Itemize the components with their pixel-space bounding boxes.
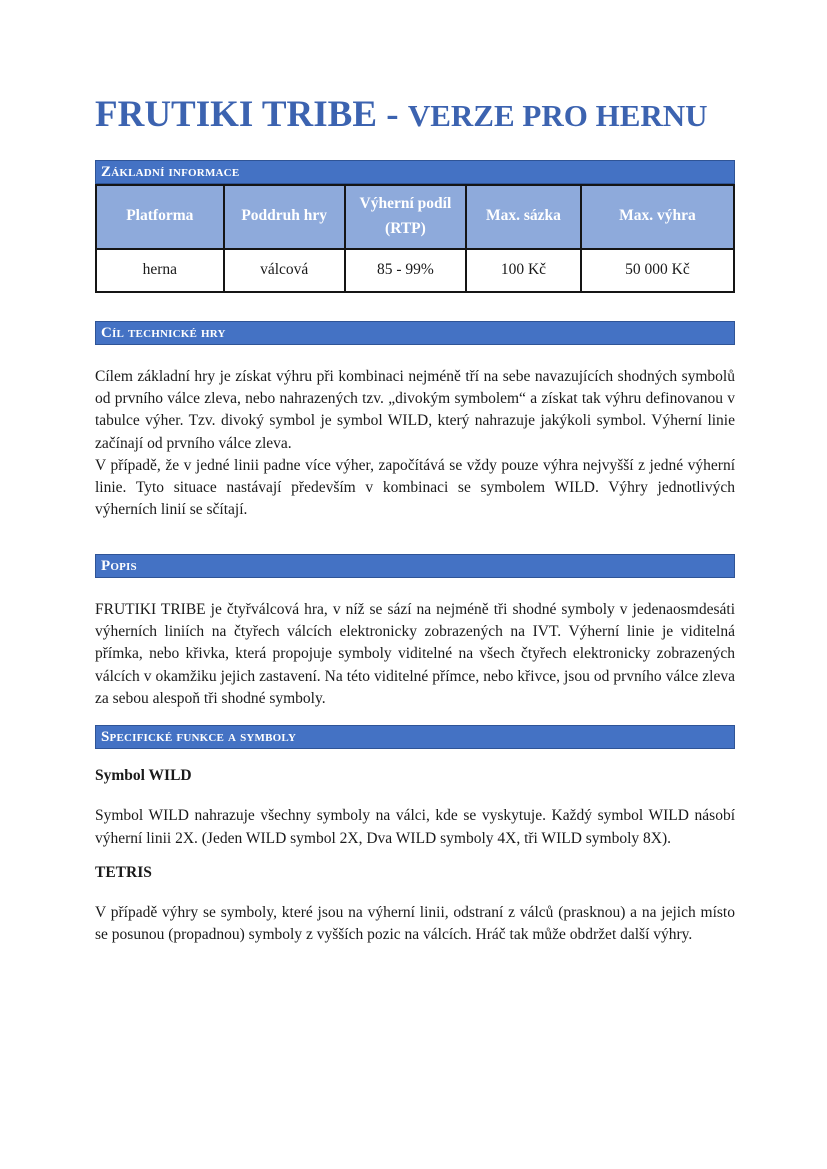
wild-paragraph: Symbol WILD nahrazuje všechny symboly na válci, kde se vyskytuje. Každý symbol WILD násobí výherní linii 2X. (Jeden WILD symbol 2X, Dva WILD symboly 4X, tři WILD symboly 8X). [95, 807, 735, 847]
cell-max-sazka: 100 Kč [466, 249, 581, 292]
table-header-row [96, 185, 734, 249]
goal-paragraph-1: Cílem základní hry je získat výhru při kombinaci nejméně tří na sebe navazujících shodných symbolů od prvního válce zleva, nebo nahrazených tzv. „divokým symbolem“ a získat tak výhru definovanou v tabulce výher. Tzv. divoký symbol je symbol WILD, který nahrazuje jakýkoli symbol. Výherní linie začínají od prvního válce zleva. [95, 367, 735, 452]
section-header-goal: Cíl technické hry [95, 321, 735, 345]
cell-max-vyhra: 50 000 Kč [581, 249, 734, 292]
section-header-features: Specifické funkce a symboly [95, 725, 735, 749]
cell-platforma: herna [96, 249, 224, 292]
column-header-max-sazka: Max. sázka [466, 185, 581, 249]
page-title-subtitle: VERZE PRO HERNU [407, 98, 708, 133]
page-title-main: FRUTIKI TRIBE - [95, 94, 408, 135]
column-header-vyherni-podil: Výherní podíl (RTP) [345, 185, 466, 249]
cell-poddruh-hry: válcová [224, 249, 345, 292]
column-header-platforma: Platforma [96, 185, 224, 249]
column-header-poddruh-hry: Poddruh hry [224, 185, 345, 249]
subheading-symbol-wild: Symbol WILD [95, 767, 192, 785]
goal-paragraph-2: V případě, že v jedné linii padne více výher, započítává se vždy pouze výhra nejvyšší z jedné výherní linie. Tyto situace nastávají především v kombinaci se symbolem WILD. Výhry jednotlivých výherních linií se sčítají. [95, 456, 735, 519]
description-paragraphs [95, 599, 735, 710]
section-header-basic-info: Základní informace [95, 160, 735, 184]
column-header-max-vyhra: Max. výhra [581, 185, 734, 249]
table-row [96, 249, 734, 292]
goal-paragraphs [95, 366, 735, 522]
section-header-description: Popis [95, 554, 735, 578]
cell-vyherni-podil: 85 - 99% [345, 249, 466, 292]
basic-info-table [95, 184, 735, 293]
tetris-paragraph-block [95, 902, 735, 947]
page-title [95, 95, 735, 136]
description-paragraph-1: FRUTIKI TRIBE je čtyřválcová hra, v níž se sází na nejméně tři shodné symboly v jedenaosmdesáti výherních liniích na čtyřech válcích elektronicky zobrazených na IVT. Výherní linie je viditelná přímka, nebo křivka, která propojuje symboly viditelné na všech čtyřech elektronicky zobrazených válcích v okamžiku jejich zastavení. Na této viditelné přímce, nebo křivce, jsou od prvního válce zleva za sebou alespoň tři shodné symboly. [95, 600, 735, 707]
wild-paragraph-block [95, 805, 735, 850]
subheading-tetris: TETRIS [95, 863, 152, 881]
tetris-paragraph: V případě výhry se symboly, které jsou na výherní linii, odstraní z válců (prasknou) a na jejich místo se posunou (propadnou) symboly z vyšších pozic na válcích. Hráč tak může obdržet další výhry. [95, 903, 735, 944]
